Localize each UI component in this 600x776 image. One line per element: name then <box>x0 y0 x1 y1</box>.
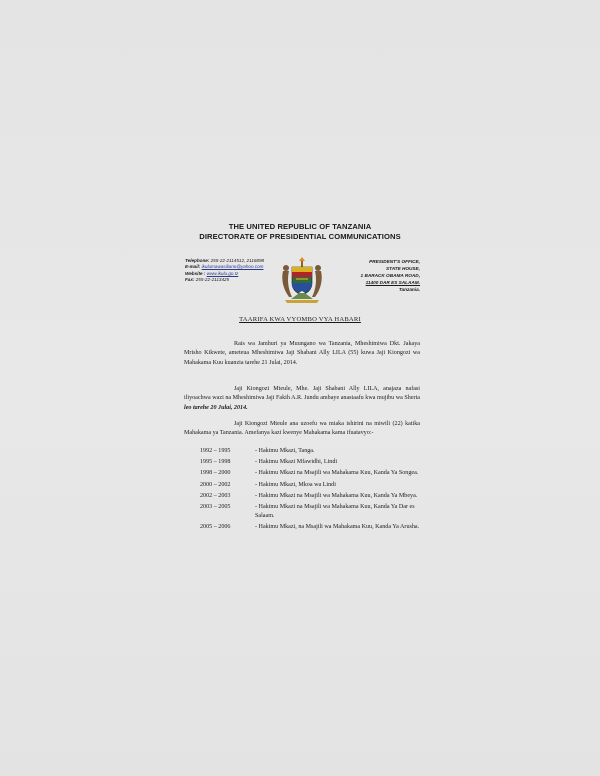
address-line: Tanzania. <box>398 287 420 292</box>
role-years: 2000 – 2002 <box>200 481 231 488</box>
address-line: PRESIDENT'S OFFICE, <box>369 259 420 264</box>
heading-line-directorate: DIRECTORATE OF PRESIDENTIAL COMMUNICATIONS <box>199 232 401 241</box>
paragraph-experience: Jaji Kiongozi Mteule ana uzoefu wa miaka ishirini na miwili (22) katika Mahakama ya Tanzania. Amefanya kazi kwenye Mahakama kama ifuatavyo:- <box>184 421 420 437</box>
role-position: - Hakimu Mkazi na Msajili wa Mahakama Kuu, Kanda Ya Songea. <box>255 470 419 477</box>
telephone-value: 255-22-2114512, 2116898 <box>210 258 265 263</box>
address-line: 1 BARACK OBAMA ROAD, <box>360 273 420 278</box>
fax-value: 255-22-2113425 <box>195 276 230 282</box>
list-item <box>200 481 420 490</box>
list-item <box>200 492 420 501</box>
list-item <box>200 458 420 467</box>
role-position: - Hakimu Mkazi na Msajili wa Mahakama Kuu, Kanda Ya Mbeya. <box>255 492 418 499</box>
role-position: - Hakimu Mkazi, na Msajili wa Mahakama Kuu, Kanda Ya Arusha. <box>255 523 420 530</box>
email-link[interactable]: ikulumawasiliano@yahoo.com <box>201 264 264 270</box>
paragraph-appointment: Rais wa Jamhuri ya Muungano wa Tanzania, Mheshimiwa Dkt. Jakaya Mrisho Kikwete, ameteua Mheshimiwa Jaji Shabani Ally LILA (55) kuwa Jaji Kiongozi wa Mahakama Kuu kuanzia tarehe 21 Julai, 2014. <box>184 341 420 366</box>
address-line: STATE HOUSE, <box>386 266 420 271</box>
list-item <box>200 503 420 520</box>
email-label: E-mail: <box>185 264 201 270</box>
website-label: Website : <box>185 270 206 276</box>
role-years: 2005 – 2006 <box>200 523 231 530</box>
role-position: - Hakimu Mkazi, Tanga. <box>255 448 315 454</box>
role-position: - Hakimu Mkazi na Msajili wa Mahakama Kuu, Kanda Ya Dar es Salaam. <box>255 503 415 519</box>
paragraph-vacancy-date: leo tarehe 20 Julai, 2014. <box>184 404 248 411</box>
list-item <box>200 523 420 532</box>
tanzania-coat-of-arms-icon <box>277 257 327 303</box>
role-years: 1995 – 1998 <box>200 459 231 466</box>
document-heading <box>0 222 600 242</box>
heading-line-republic: THE UNITED REPUBLIC OF TANZANIA <box>228 222 372 231</box>
list-item <box>200 447 420 456</box>
press-release-title: TAARIFA KWA VYOMBO VYA HABARI <box>239 316 361 323</box>
paragraph-vacancy <box>184 385 420 413</box>
role-years: 2002 – 2003 <box>200 492 231 499</box>
fax-label: Fax: <box>185 276 195 282</box>
paragraph-vacancy-text: Jaji Kiongozi Mteule, Mhe. Jaji Shabani Ally LILA, anajaza nafasi iliyoachwa wazi na Mheshimiwa Jaji Fakih A.R. Jundu ambaye anastaafu kwa mujibu wa Sheria <box>184 386 420 402</box>
telephone-label: Telephone: <box>185 258 210 263</box>
career-history-list <box>200 447 420 534</box>
role-position: - Hakimu Mkazi Mfawidhi, Lindi <box>255 459 338 466</box>
role-position: - Hakimu Mkazi, Mkoa wa Lindi <box>255 481 336 488</box>
role-years: 1992 – 1995 <box>200 448 231 454</box>
list-item <box>200 469 420 478</box>
address-block <box>330 258 420 293</box>
role-years: 1998 – 2000 <box>200 470 231 477</box>
website-link[interactable]: www.ikulu.go.tz <box>206 270 239 276</box>
address-line: 11400 DAR ES SALAAM. <box>365 280 420 285</box>
role-years: 2003 – 2005 <box>200 503 231 510</box>
